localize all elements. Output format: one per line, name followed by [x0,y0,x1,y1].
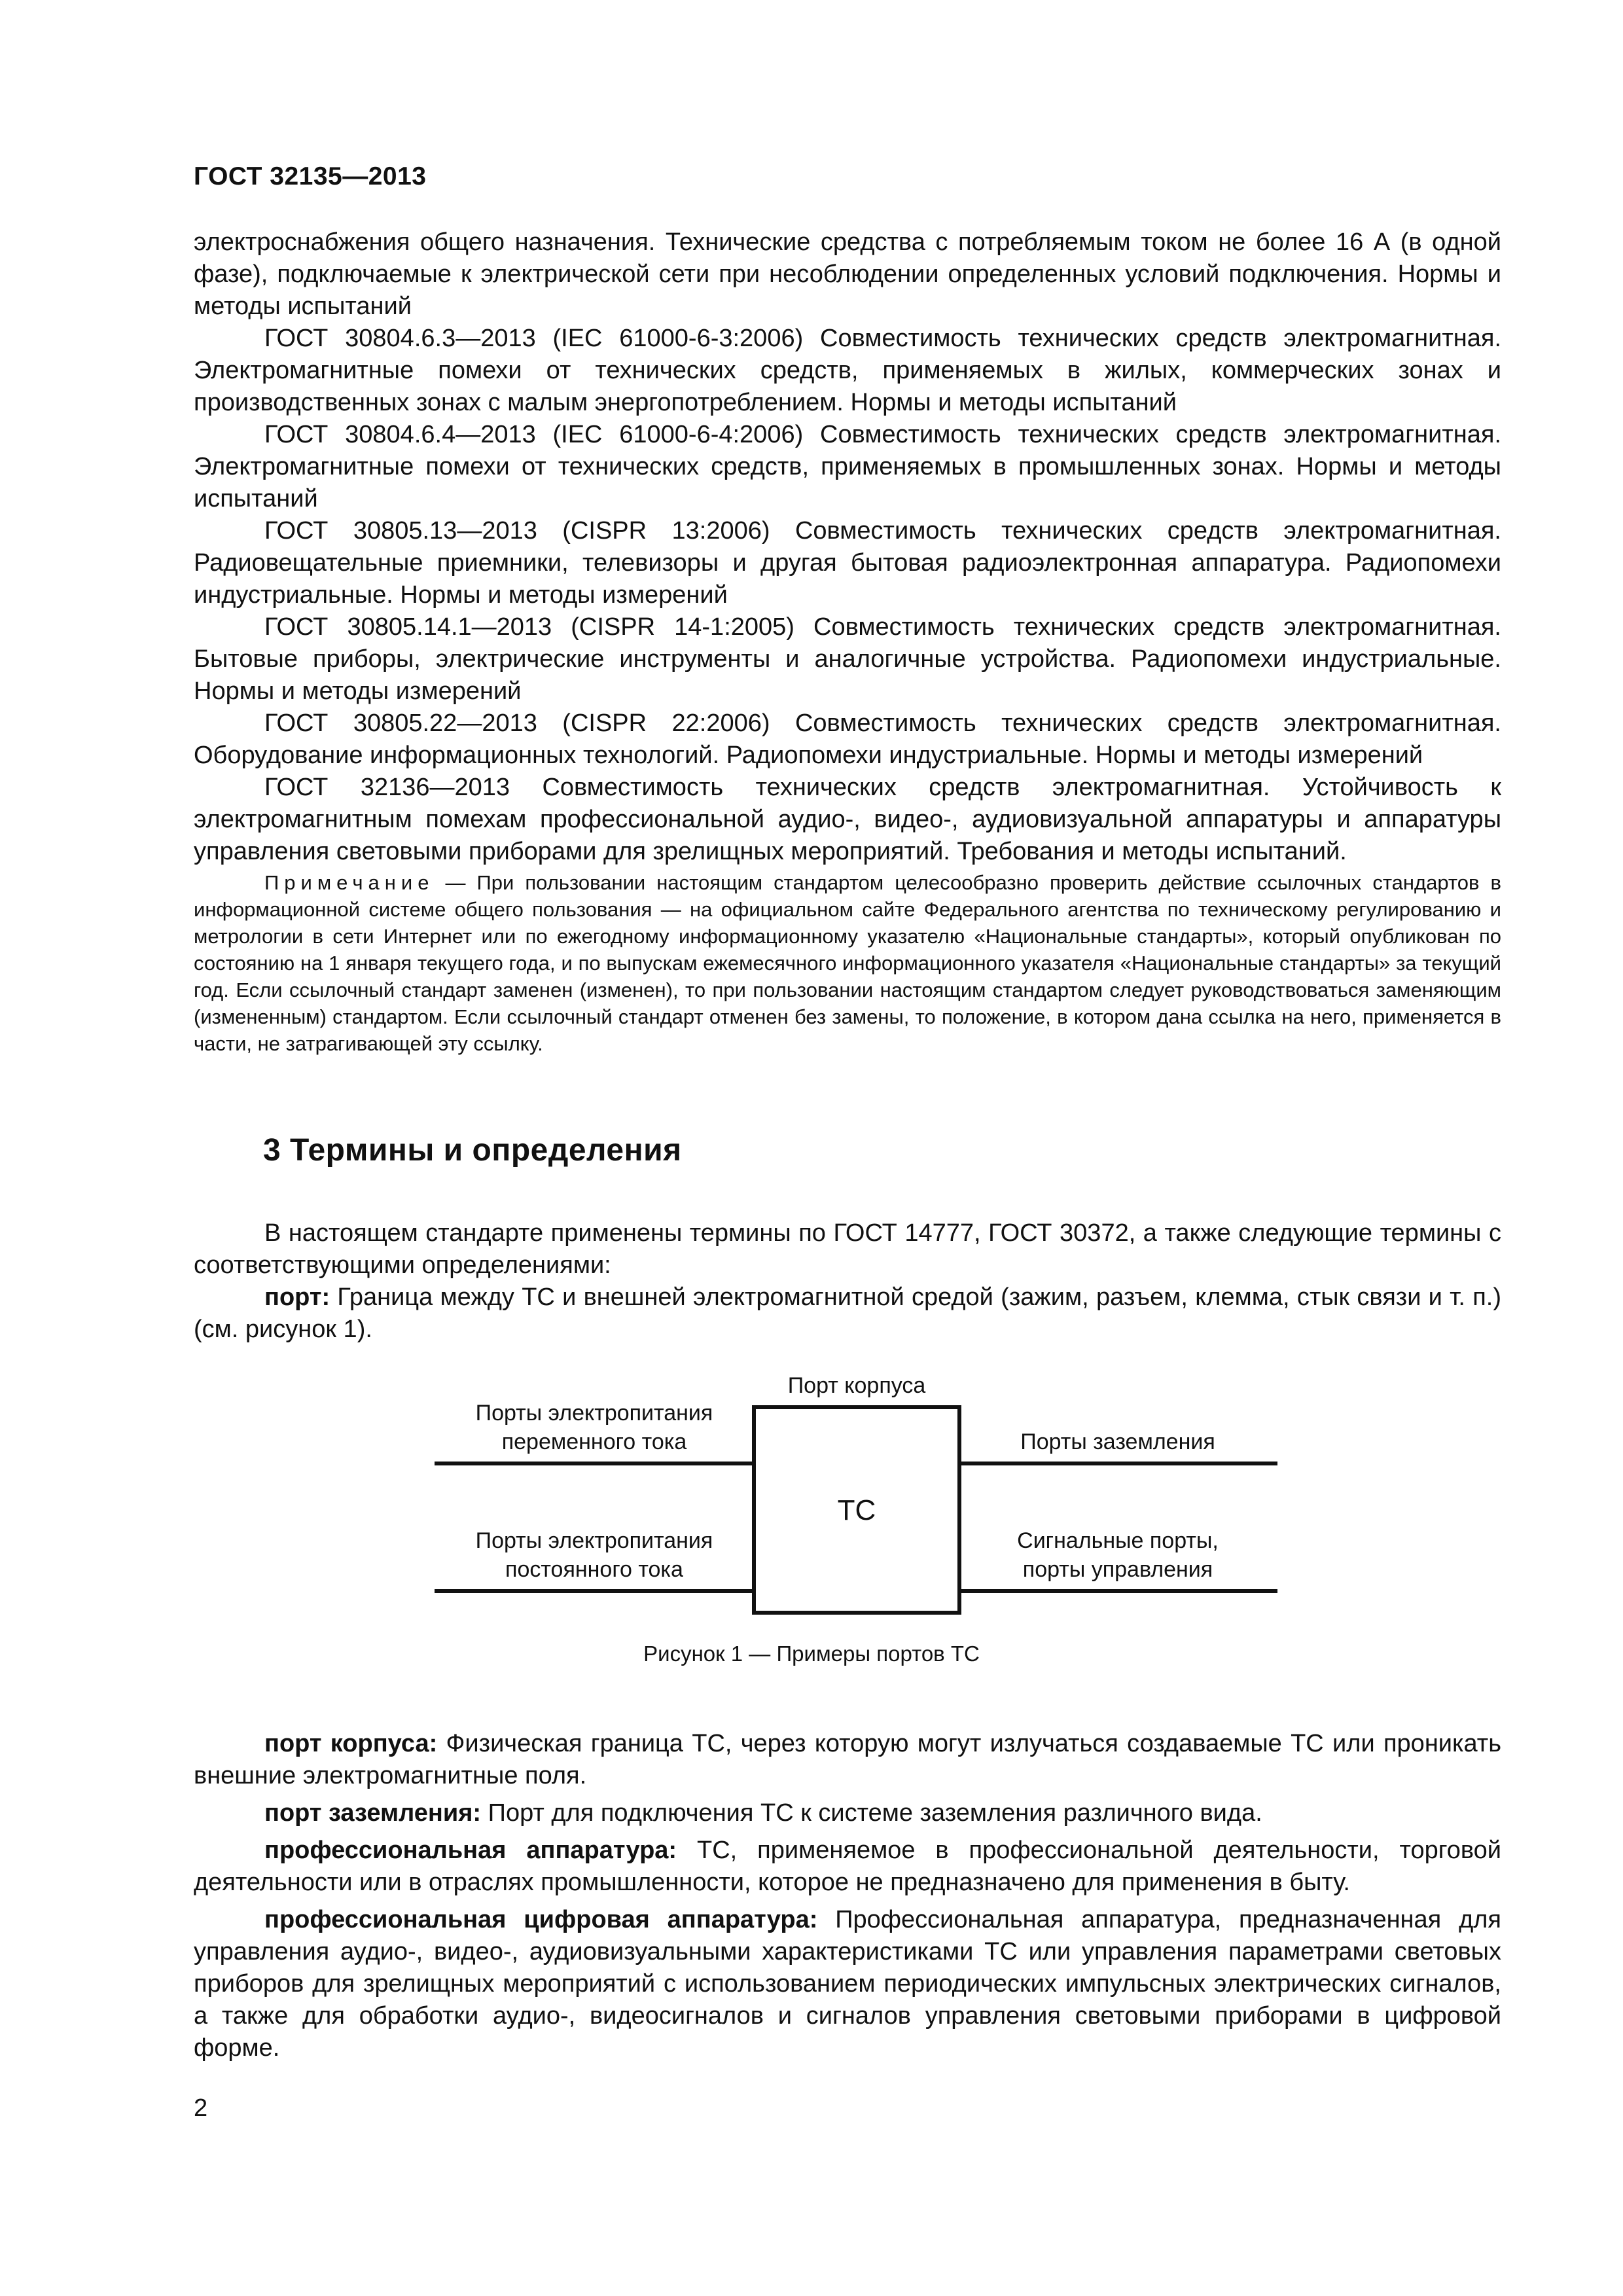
note-label: Примечание [264,871,435,894]
definition-item: профессиональная цифровая аппаратура: Профессиональная аппаратура, предназначенная для управления аудио-, видео-, аудиовизуальными характеристиками ТС или управления параметрами световых приборов для зрелищных мероприятий с использованием периодических импульсных электрических сигналов, а также для обработки аудио-, видеосигналов и сигналов управления световыми приборами в цифровой форме. [194,1906,1502,2062]
section-title: 3 Термины и определения [263,1133,682,1168]
earth-port-label: Порты заземления [1020,1429,1215,1454]
definitions-list [194,1723,1501,2064]
intro-paragraph: В настоящем стандарте применены термины по ГОСТ 14777, ГОСТ 30372, а также следующие термины с соответствующими определениями: [194,1219,1501,1279]
reference-item: ГОСТ 30804.6.3—2013 (IEC 61000-6-3:2006) Совместимость технических средств электромагнитная. Электромагнитные помехи от технических средств, применяемых в жилых, коммерческих зонах и производственных зонах с малым энергопотреблением. Нормы и методы испытаний [194,325,1501,416]
definition-item: порт корпуса: Физическая граница ТС, через которую могут излучаться создаваемые ТС или проникать внешние электромагнитные поля. [194,1730,1501,1789]
document-header: ГОСТ 32135—2013 [194,162,427,190]
definition-item: профессиональная аппаратура: ТС, применяемое в профессиональной деятельности, торговой деятельности или в отраслях промышленности, которое не предназначено для применения в быту. [194,1837,1501,1896]
signal-port-label-line2: порты управления [1022,1557,1213,1582]
reference-item: ГОСТ 30805.13—2013 (CISPR 13:2006) Совместимость технических средств электромагнитная. Радиовещательные приемники, телевизоры и другая бытовая радиоэлектронная аппаратура. Радиопомехи индустриальные. Нормы и методы измерений [194,517,1501,609]
dc-power-port-label-line2: постоянного тока [505,1557,683,1582]
page-number: 2 [194,2094,208,2122]
port-definition: порт: Граница между ТС и внешней электромагнитной средой (зажим, разъем, клемма, стык связи и т. п.) (см. рисунок 1). [194,1283,1501,1343]
definition-item: порт заземления: Порт для подключения ТС к системе заземления различного вида. [264,1799,1262,1827]
ac-power-port-label-line1: Порты электропитания [475,1401,713,1426]
reference-item: ГОСТ 30805.14.1—2013 (CISPR 14-1:2005) Совместимость технических средств электромагнитная. Бытовые приборы, электрические инструменты и аналогичные устройства. Радиопомехи индустриальные. Нормы и методы измерений [194,613,1501,705]
term-label: порт заземления: [264,1799,482,1827]
dc-power-port-label-line1: Порты электропитания [475,1528,713,1553]
signal-port-label-line1: Сигнальные порты, [1017,1528,1219,1553]
figure-caption: Рисунок 1 — Примеры портов ТС [643,1641,980,1666]
ac-power-port-label-line2: переменного тока [501,1429,687,1454]
term-label: порт корпуса: [264,1730,438,1757]
term-label: профессиональная аппаратура: [264,1837,677,1864]
reference-continuation: электроснабжения общего назначения. Технические средства с потребляемым током не более 16 А (в одной фазе), подключаемые к электрической сети при несоблюдении определенных условий подключения. Нормы и методы испытаний [194,228,1501,320]
enclosure-port-label: Порт корпуса [787,1373,926,1398]
note-text: Примечание — При пользовании настоящим стандартом целесообразно проверить действие ссылочных стандартов в информационной системе общего пользования — на официальном сайте Федерального агентства по техническому регулированию и метрологии в сети Интернет или по ежегодному информационному указателю «Национальные стандарты», который опубликован по состоянию на 1 января текущего года, и по выпускам ежемесячного информационного указателя «Национальные стандарты» за текущий год. Если ссылочный стандарт заменен (изменен), то при пользовании настоящим стандартом следует руководствоваться заменяющим (измененным) стандартом. Если ссылочный стандарт отменен без замены, то положение, в котором дана ссылка на него, применяется в части, не затрагивающей эту ссылку. [194,871,1501,1055]
term-label: порт: [264,1283,330,1311]
term-label: профессиональная цифровая аппаратура: [264,1906,818,1933]
reference-item: ГОСТ 32136—2013 Совместимость технических средств электромагнитная. Устойчивость к электромагнитным помехам профессиональной аудио-, видео-, аудиовизуальной аппаратуры и аппаратуры управления световыми приборами для зрелищных мероприятий. Требования и методы испытаний. [194,774,1501,865]
reference-item: ГОСТ 30804.6.4—2013 (IEC 61000-6-4:2006) Совместимость технических средств электромагнитная. Электромагнитные помехи от технических средств, применяемых в промышленных зонах. Нормы и методы испытаний [194,421,1501,512]
reference-item: ГОСТ 30805.22—2013 (CISPR 22:2006) Совместимость технических средств электромагнитная. Оборудование информационных технологий. Радиопомехи индустриальные. Нормы и методы измерений [194,709,1501,769]
device-label: ТС [837,1494,876,1526]
